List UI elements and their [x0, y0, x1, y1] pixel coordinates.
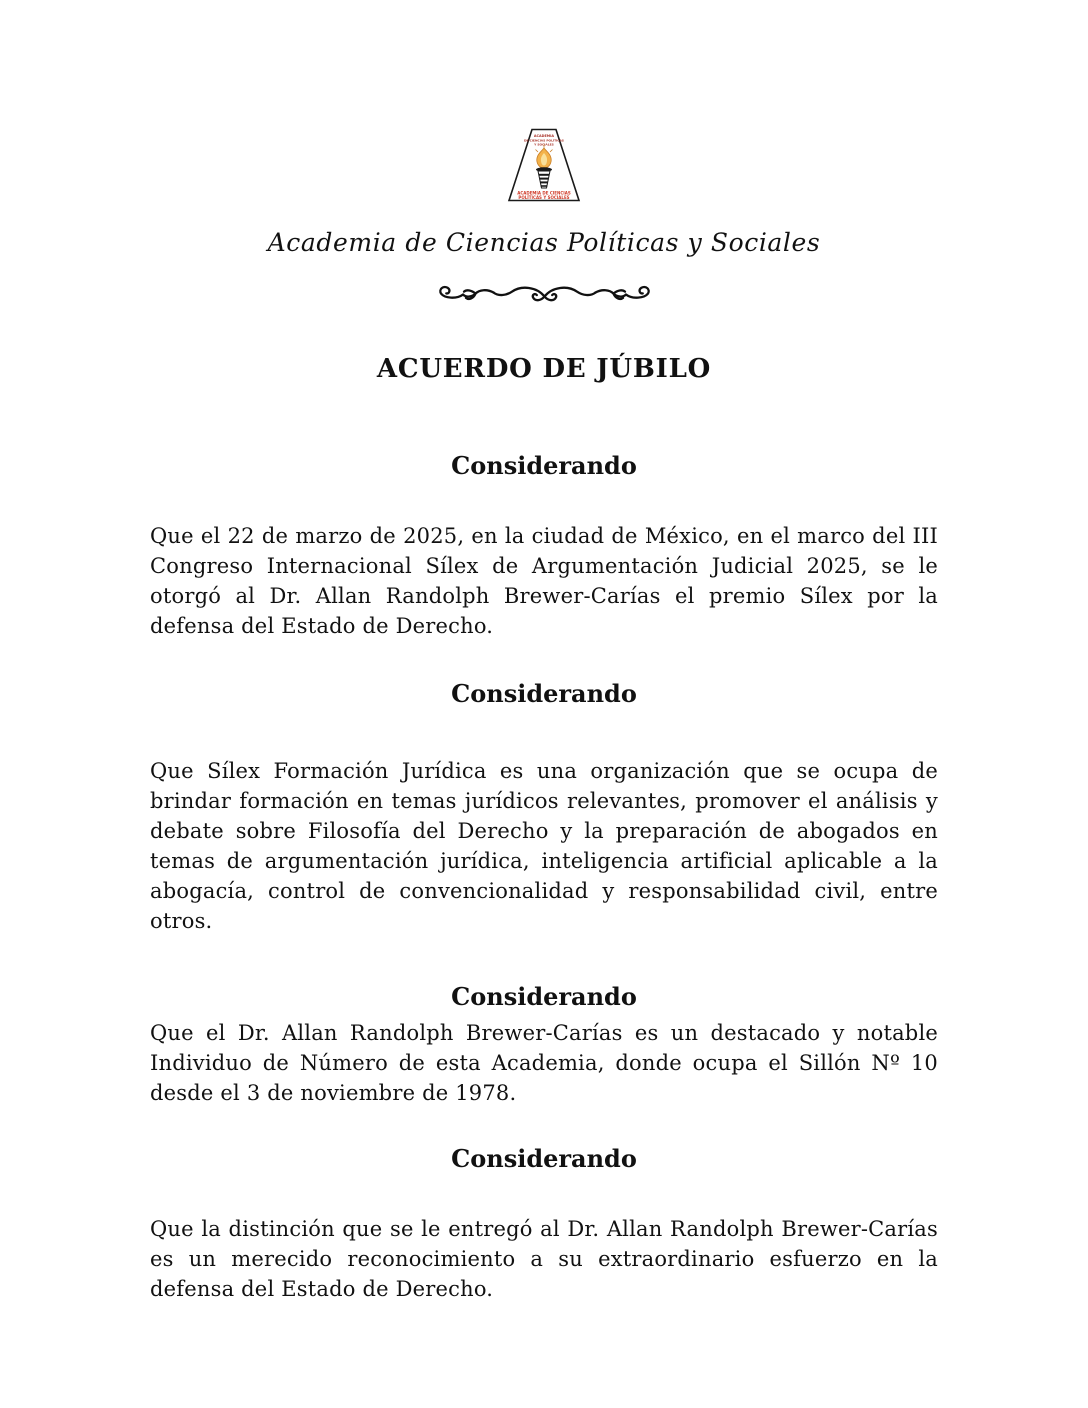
academy-name: Academia de Ciencias Políticas y Sociales — [267, 228, 821, 257]
considerando-heading: Considerando — [451, 679, 637, 708]
considerando-paragraph: Que Sílex Formación Jurídica es una organización que se ocupa de brindar formación en temas jurídicos relevantes, promover el análisis y debate sobre Filosofía del Derecho y la preparación de abogados en temas de argumentación jurídica, inteligencia artificial aplicable a la abogacía, control de convencionalidad y responsabilidad civil, entre otros. — [150, 759, 938, 933]
seal-top-text-line2: DE CIENCIAS POLÍTICAS — [524, 138, 564, 143]
flourish-divider-icon — [427, 284, 662, 307]
considerando-paragraph: Que la distinción que se le entregó al Dr. Allan Randolph Brewer-Carías es un merecido reconocimiento a su extraordinario esfuerzo en la defensa del Estado de Derecho. — [150, 1217, 938, 1301]
document-title: ACUERDO DE JÚBILO — [376, 354, 712, 384]
section-considerando-2 — [150, 679, 938, 936]
considerando-heading: Considerando — [451, 451, 637, 480]
divider — [150, 284, 938, 308]
considerando-paragraph: Que el 22 de marzo de 2025, en la ciudad de México, en el marco del III Congreso Internacional Sílex de Argumentación Judicial 2025, se le otorgó al Dr. Allan Randolph Brewer-Carías el premio Sílex por la defensa del Estado de Derecho. — [150, 524, 938, 638]
considerando-heading: Considerando — [451, 1144, 637, 1173]
seal-top-text-line3: Y SOCIALES — [534, 142, 554, 147]
seal-bottom-text-line2: POLÍTICAS Y SOCIALES — [518, 195, 570, 200]
considerando-heading: Considerando — [451, 982, 637, 1011]
section-considerando-1 — [150, 451, 938, 641]
document-content — [150, 128, 938, 1304]
seal-bottom-text-line1: ACADEMIA DE CIENCIAS — [517, 190, 571, 196]
section-considerando-3 — [150, 982, 938, 1108]
seal-top-text-line1: ACADEMIA — [533, 134, 555, 138]
considerando-paragraph: Que el Dr. Allan Randolph Brewer-Carías es un destacado y notable Individuo de Número de esta Academia, donde ocupa el Sillón Nº 10 desde el 3 de noviembre de 1978. — [150, 1021, 938, 1105]
academy-seal-logo — [507, 128, 581, 202]
section-considerando-4 — [150, 1144, 938, 1304]
